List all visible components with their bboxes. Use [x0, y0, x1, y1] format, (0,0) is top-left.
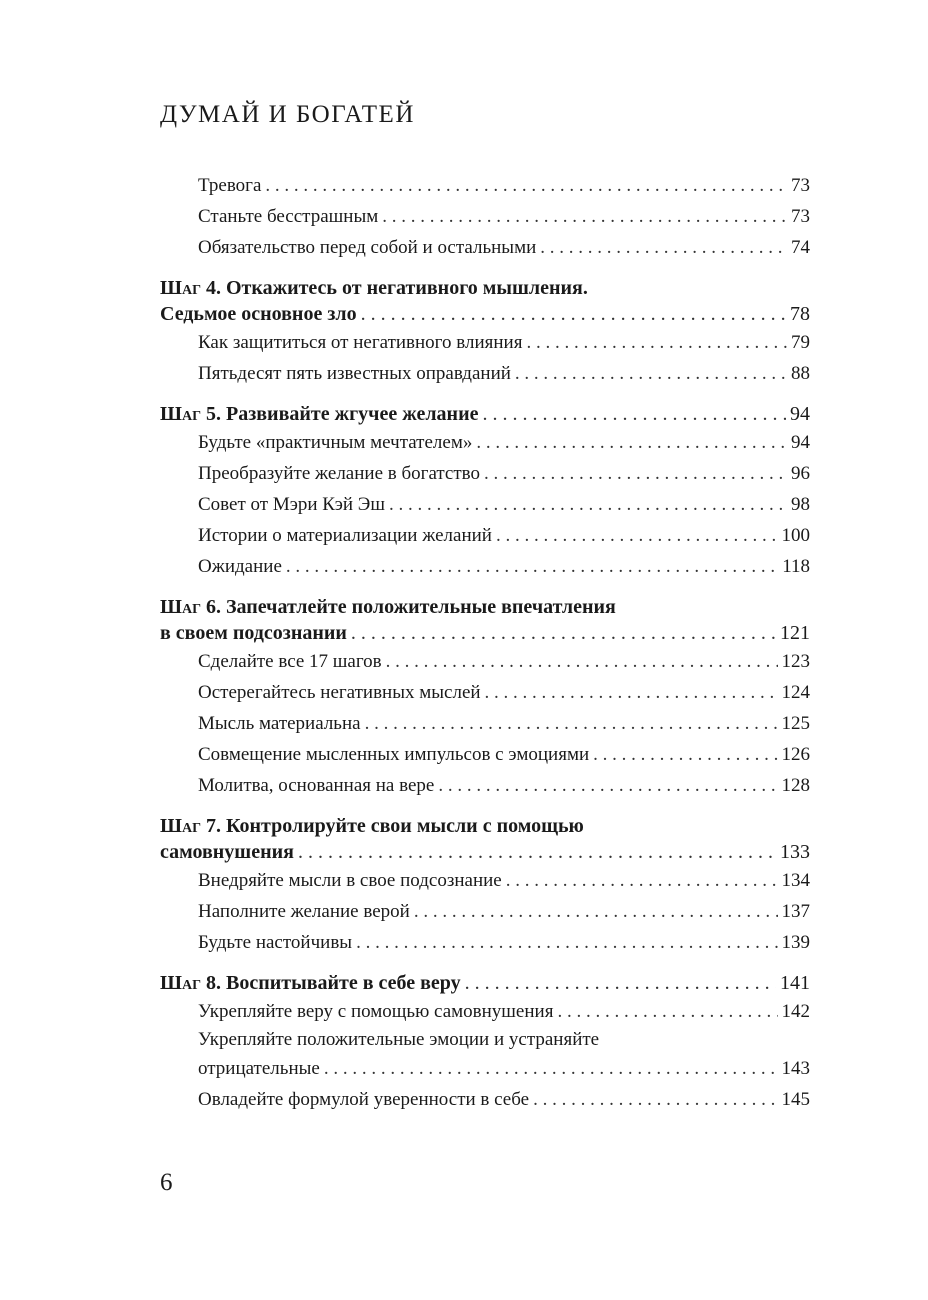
chapter-heading: Шаг 4. Откажитесь от негативного мышления. — [160, 277, 588, 299]
toc-item: Тревога . . . 73 — [160, 170, 810, 201]
chapter-heading: Шаг 7. Контролируйте свои мысли с помощью — [160, 815, 584, 837]
toc-item-continuation: отрицательные . . . 143 — [160, 1053, 810, 1084]
chapter-heading: Шаг 6. Запечатлейте положительные впечатления — [160, 596, 616, 618]
toc-item: Пятьдесят пять известных оправданий . . . 88 — [160, 358, 810, 389]
chapter-step-6 — [160, 594, 810, 801]
toc-item: Овладейте формулой уверенности в себе . . . 145 — [160, 1084, 810, 1115]
chapter-step-8 — [160, 970, 810, 1115]
running-head: ДУМАЙ И БОГАТЕЙ — [160, 101, 415, 128]
toc-item: Станьте бесстрашным . . . 73 — [160, 201, 810, 232]
toc-item: Ожидание . . . 118 — [160, 551, 810, 582]
toc-item: Мысль материальна . . . 125 — [160, 708, 810, 739]
chapter-step-5 — [160, 401, 810, 582]
toc-item: Будьте «практичным мечтателем» . . . 94 — [160, 427, 810, 458]
table-of-contents — [160, 170, 810, 1115]
toc-item: Остерегайтесь негативных мыслей . . . 124 — [160, 677, 810, 708]
chapter-heading: Шаг 8. Воспитывайте в себе веру . . . 141 — [160, 970, 810, 996]
toc-item-wrapped: Укрепляйте положительные эмоции и устраняйте — [198, 1029, 600, 1050]
page-number: 6 — [160, 1169, 173, 1196]
toc-item: Наполните желание верой . . . 137 — [160, 896, 810, 927]
intro-group — [160, 170, 810, 263]
toc-item: Укрепляйте веру с помощью самовнушения . . . 142 — [160, 996, 810, 1027]
toc-item: Совет от Мэри Кэй Эш . . . 98 — [160, 489, 810, 520]
chapter-step-7 — [160, 813, 810, 958]
toc-item: Преобразуйте желание в богатство . . . 96 — [160, 458, 810, 489]
toc-item: Внедряйте мысли в свое подсознание . . . 134 — [160, 865, 810, 896]
toc-item: Истории о материализации желаний . . . 100 — [160, 520, 810, 551]
chapter-heading-line: самовнушения . . . 133 — [160, 839, 810, 865]
toc-item: Будьте настойчивы . . . 139 — [160, 927, 810, 958]
chapter-heading-line: в своем подсознании . . . 121 — [160, 620, 810, 646]
toc-item: Молитва, основанная на вере . . . 128 — [160, 770, 810, 801]
toc-item: Сделайте все 17 шагов . . . 123 — [160, 646, 810, 677]
toc-item: Обязательство перед собой и остальными . . . 74 — [160, 232, 810, 263]
chapter-heading-line: Седьмое основное зло . . . 78 — [160, 301, 810, 327]
toc-item: Как защититься от негативного влияния . . . 79 — [160, 327, 810, 358]
toc-item: Совмещение мысленных импульсов с эмоциями . . . 126 — [160, 739, 810, 770]
chapter-step-4 — [160, 275, 810, 389]
chapter-heading: Шаг 5. Развивайте жгучее желание . . . 94 — [160, 401, 810, 427]
